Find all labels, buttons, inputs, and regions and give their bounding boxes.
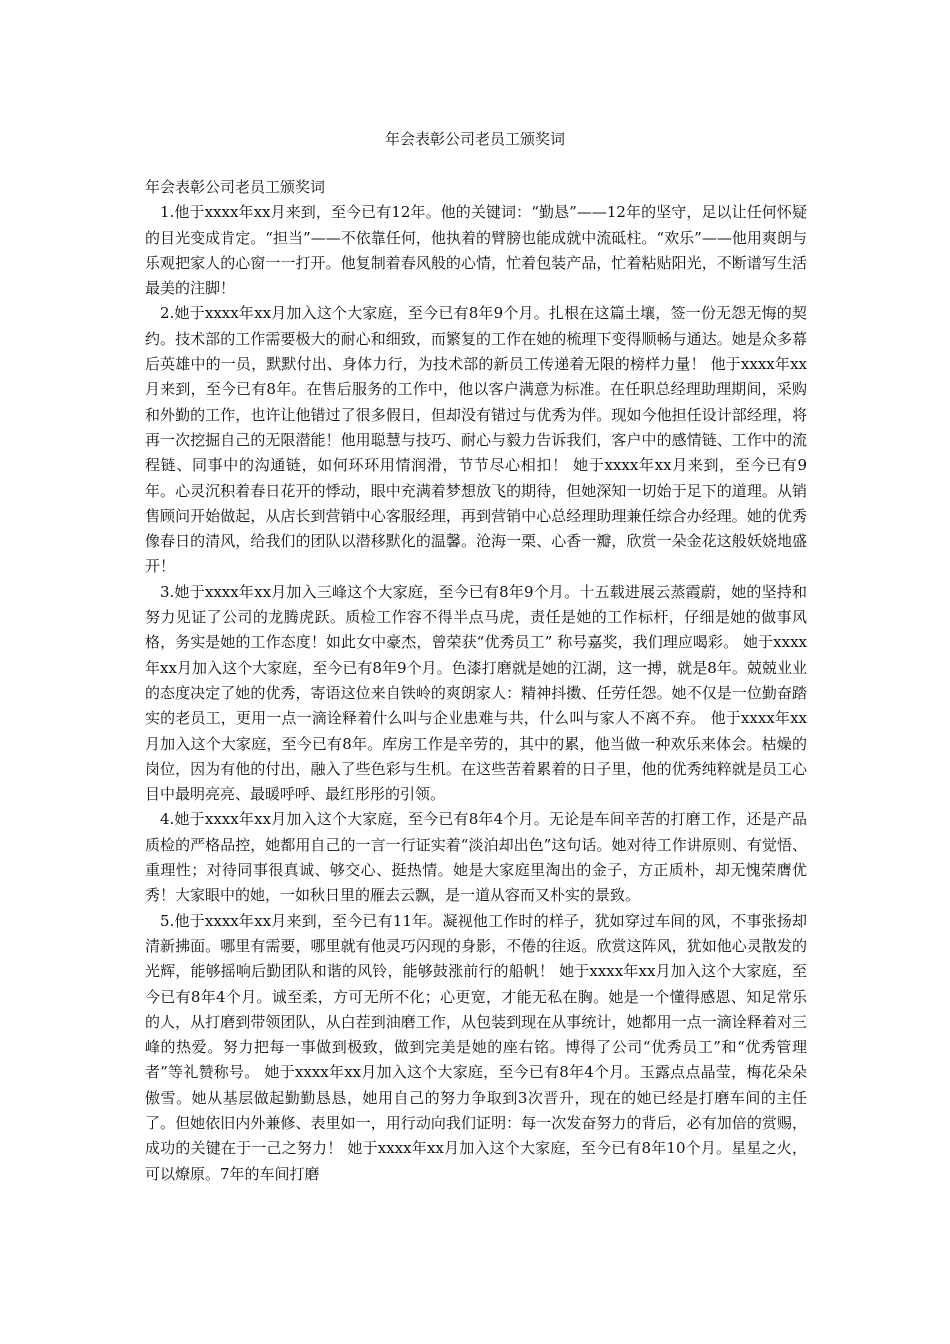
document-title: 年会表彰公司老员工颁奖词 [384, 130, 565, 148]
document-subtitle: 年会表彰公司老员工颁奖词 [145, 178, 326, 196]
paragraph-1: 1.他于xxxx年xx月来到，至今已有12年。他的关键词：“勤恳”——12年的坚守，足以让任何怀疑的目光变成肯定。“担当”——不依靠任何，他执着的臂膀也能成就中流砥柱。“欢乐”——他用爽朗与乐观把家人的心窗一一打开。他复制着春风般的心情，忙着包装产品，忙着粘贴阳光，不断谱写生活最美的注脚！ [145, 203, 807, 298]
document-body [145, 175, 807, 1187]
paragraph-2: 2.她于xxxx年xx月加入这个大家庭，至今已有8年9个月。扎根在这篇土壤，签一份无怨无悔的契约。技术部的工作需要极大的耐心和细致，而繁复的工作在她的梳理下变得顺畅与通达。她是众多幕后英雄中的一员，默默付出、身体力行，为技术部的新员工传递着无限的榜样力量！ 他于xxxx年xx月来到，至今已有8年。在售后服务的工作中，他以客户满意为标准。在任职总经理助理期间，采购和外勤的工作，也许让他错过了很多假日，但却没有错过与优秀为伴。现如今他担任设计部经理，将再一次挖掘自己的无限潜能！他用聪慧与技巧、耐心与毅力告诉我们，客户中的感情链、工作中的流程链、同事中的沟通链，如何环环用情润滑，节节尽心相扣！ 她于xxxx年xx月来到，至今已有9年。心灵沉积着春日花开的悸动，眼中充满着梦想放飞的期待，但她深知一切始于足下的道理。从销售顾问开始做起，从店长到营销中心客服经理，再到营销中心总经理助理兼任综合办经理。她的优秀像春日的清风，给我们的团队以潜移默化的温馨。沧海一栗、心香一瓣，欣赏一朵金花这般妖娆地盛开！ [145, 304, 807, 576]
paragraph-4: 4.她于xxxx年xx月加入这个大家庭，至今已有8年4个月。无论是车间辛苦的打磨工作，还是产品质检的严格品控，她都用自己的一言一行证实着“淡泊却出色”这句话。她对待工作讲原则、有觉悟、重理性；对待同事很真诚、够交心、挺热情。她是大家庭里淘出的金子，方正质朴，却无愧荣膺优秀！大家眼中的她，一如秋日里的雁去云飘，是一道从容而又朴实的景致。 [145, 810, 807, 905]
paragraph-3: 3.她于xxxx年xx月加入三峰这个大家庭，至今已有8年9个月。十五载进展云蒸霞蔚，她的坚持和努力见证了公司的龙腾虎跃。质检工作容不得半点马虎，责任是她的工作标杆，仔细是她的做事风格，务实是她的工作态度！如此女中豪杰，曾荣获“优秀员工” 称号嘉奖，我们理应喝彩。 她于xxxx年xx月加入这个大家庭，至今已有8年9个月。色漆打磨就是她的江湖，这一搏，就是8年。兢兢业业的态度决定了她的优秀，寄语这位来自铁岭的爽朗家人：精神抖擞、任劳任怨。她不仅是一位勤奋踏实的老员工，更用一点一滴诠释着什么叫与企业患难与共，什么叫与家人不离不弃。 他于xxxx年xx月加入这个大家庭，至今已有8年。库房工作是辛劳的，其中的累，他当做一种欢乐来体会。枯燥的岗位，因为有他的付出，融入了些色彩与生机。在这些苦着累着的日子里，他的优秀纯粹就是员工心目中最明亮亮、最暖呼呼、最红彤彤的引领。 [145, 582, 807, 804]
paragraph-5: 5.他于xxxx年xx月来到，至今已有11年。凝视他工作时的样子，犹如穿过车间的风，不事张扬却清新拂面。哪里有需要，哪里就有他灵巧闪现的身影，不倦的往返。欣赏这阵风，犹如他心灵散发的光辉，能够摇响后勤团队和谐的风铃，能够鼓涨前行的船帆！ 她于xxxx年xx月加入这个大家庭，至今已有8年4个月。诚至柔，方可无所不化；心更宽，才能无私在胸。她是一个懂得感恩、知足常乐的人，从打磨到带领团队，从白茬到油磨工作，从包装到现在从事统计，她都用一点一滴诠释着对三峰的热爱。努力把每一事做到极致，做到完美是她的座右铭。博得了公司“优秀员工”和“优秀管理者”等礼赞称号。 她于xxxx年xx月加入这个大家庭，至今已有8年4个月。玉露点点晶莹，梅花朵朵傲雪。她从基层做起勤勤恳恳，她用自己的努力争取到3次晋升，现在的她已经是打磨车间的主任了。但她依旧内外兼修、表里如一，用行动向我们证明：每一次发奋努力的背后，必有加倍的赏赐，成功的关键在于一己之努力！ 她于xxxx年xx月加入这个大家庭，至今已有8年10个月。星星之火，可以燎原。7年的车间打磨 [145, 911, 807, 1183]
